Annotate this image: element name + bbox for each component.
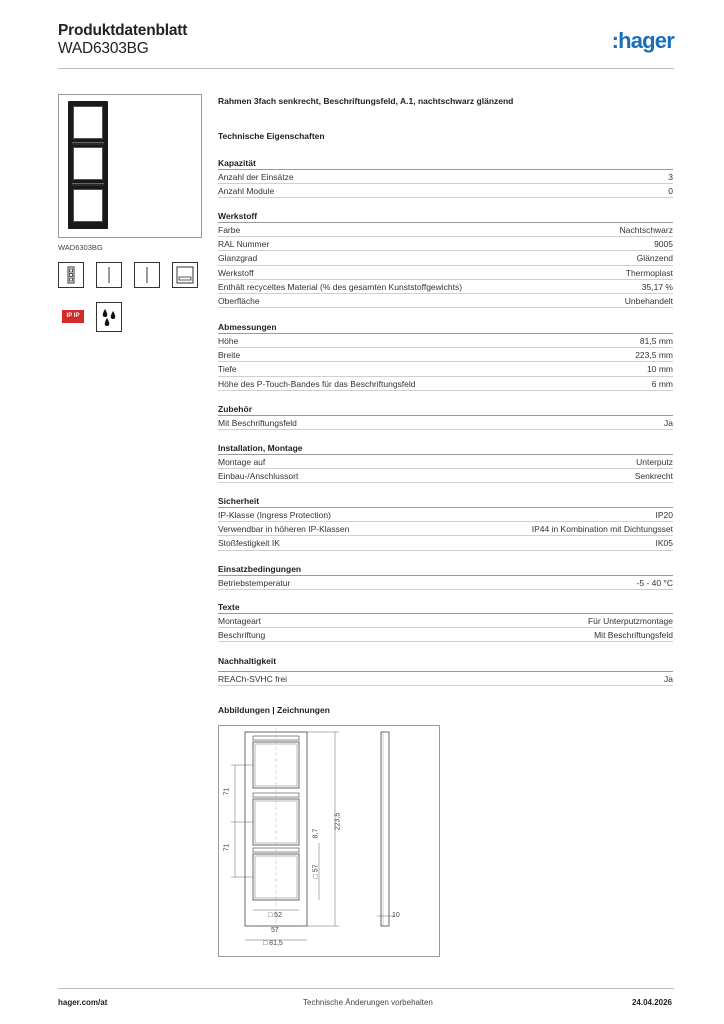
section-werkstoff	[218, 209, 673, 308]
dim-pitch-2: 71	[223, 843, 231, 852]
row-value: IP20	[655, 510, 673, 520]
section-title: Sicherheit	[218, 494, 673, 508]
image-caption: WAD6303BG	[58, 243, 103, 252]
header-divider	[58, 68, 674, 69]
table-row	[218, 334, 673, 348]
row-value: 223,5 mm	[635, 350, 673, 361]
row-key: Glanzgrad	[218, 253, 258, 264]
row-key: Montageart	[218, 616, 261, 626]
line-icon	[96, 262, 122, 288]
footer-website[interactable]: hager.com/at	[58, 998, 108, 1007]
table-row	[218, 455, 673, 469]
row-key: Beschriftung	[218, 630, 266, 641]
section-texte	[218, 600, 673, 642]
section-nachhaltigkeit	[218, 654, 673, 686]
page-header	[58, 20, 674, 70]
hager-logo: :hager	[611, 28, 674, 53]
row-value: Unbehandelt	[624, 295, 673, 306]
row-value: 3	[668, 172, 673, 182]
row-key: Höhe des P-Touch-Bandes für das Beschriftungsfeld	[218, 378, 416, 389]
section-title: Nachhaltigkeit	[218, 654, 673, 672]
dim-inner-width: □ 52	[268, 912, 282, 919]
ip-badge-icon: IP IP	[62, 310, 84, 323]
row-value: Mit Beschriftungsfeld	[594, 630, 673, 641]
table-row	[218, 469, 673, 483]
section-kapazitaet	[218, 156, 673, 198]
dim-depth: 10	[392, 912, 400, 919]
dim-pitch-1: 71	[223, 787, 231, 796]
row-value: Glänzend	[636, 253, 673, 264]
row-value: Unterputz	[636, 457, 673, 467]
section-installation	[218, 441, 673, 483]
dim-width-57: 57	[271, 927, 279, 934]
table-row	[218, 251, 673, 265]
label-bar-2	[72, 183, 104, 186]
footer-divider	[58, 988, 674, 989]
table-row	[218, 628, 673, 642]
section-zubehoer	[218, 402, 673, 430]
row-key: Anzahl Module	[218, 186, 275, 197]
table-row	[218, 170, 673, 184]
drawing-svg	[219, 726, 439, 956]
table-row	[218, 672, 673, 686]
row-value: -5 - 40 °C	[636, 578, 673, 588]
dim-label: 8,7	[312, 828, 320, 839]
row-value: IP44 in Kombination mit Dichtungsset	[531, 524, 673, 535]
table-row	[218, 237, 673, 251]
section-abmessungen	[218, 320, 673, 391]
section-title: Einsatzbedingungen	[218, 562, 673, 576]
section-einsatzbedingungen	[218, 562, 673, 590]
table-row	[218, 266, 673, 280]
row-key: Anzahl der Einsätze	[218, 172, 294, 182]
frame-cell-1	[73, 106, 103, 139]
row-key: Höhe	[218, 336, 239, 346]
row-value: 10 mm	[647, 364, 673, 375]
row-key: RAL Nummer	[218, 239, 270, 250]
footer-note: Technische Änderungen vorbehalten	[303, 998, 433, 1007]
table-row	[218, 280, 673, 294]
row-key: IP-Klasse (Ingress Protection)	[218, 510, 331, 520]
dim-inner-height: □ 57	[312, 864, 320, 879]
dim-width-815: □ 81,5	[263, 940, 283, 947]
label-field-icon	[172, 262, 198, 288]
row-key: Breite	[218, 350, 241, 361]
table-row	[218, 184, 673, 198]
row-value: 6 mm	[651, 378, 673, 389]
section-title: Werkstoff	[218, 209, 673, 223]
row-value: 35,17 %	[641, 281, 673, 292]
table-row	[218, 348, 673, 362]
frame-vertical-icon	[58, 262, 84, 288]
table-row	[218, 576, 673, 590]
table-row	[218, 223, 673, 237]
row-key: Einbau-/Anschlussort	[218, 471, 299, 482]
frame-cell-3	[73, 189, 103, 222]
table-row	[218, 294, 673, 308]
table-row	[218, 362, 673, 376]
row-value: IK05	[655, 538, 673, 549]
product-image	[58, 94, 202, 238]
section-title: Abmessungen	[218, 320, 673, 334]
table-row	[218, 536, 673, 550]
table-row	[218, 522, 673, 536]
row-value: 0	[668, 186, 673, 197]
article-number: WAD6303BG	[58, 40, 149, 57]
row-value: 81,5 mm	[639, 336, 673, 346]
table-row	[218, 377, 673, 391]
line-icon	[134, 262, 160, 288]
table-row	[218, 416, 673, 430]
section-sicherheit	[218, 494, 673, 551]
row-key: Tiefe	[218, 364, 237, 375]
row-value: Senkrecht	[634, 471, 673, 482]
row-key: REACh-SVHC frei	[218, 674, 287, 684]
row-key: Werkstoff	[218, 267, 254, 278]
row-key: Mit Beschriftungsfeld	[218, 418, 297, 428]
row-key: Farbe	[218, 225, 241, 235]
row-value: Für Unterputzmontage	[587, 616, 673, 626]
row-value: Thermoplast	[625, 267, 673, 278]
table-row	[218, 508, 673, 522]
frame-cell-2	[73, 147, 103, 180]
section-title: Zubehör	[218, 402, 673, 416]
drawings-title: Abbildungen | Zeichnungen	[218, 705, 330, 715]
water-drops-icon	[96, 302, 122, 332]
technical-drawing	[218, 725, 440, 957]
row-key: Oberfläche	[218, 295, 260, 306]
row-value: Nachtschwarz	[619, 225, 673, 235]
product-description: Rahmen 3fach senkrecht, Beschriftungsfeld, A.1, nachtschwarz glänzend	[218, 96, 514, 106]
row-key: Enthält recyceltes Material (% des gesamten Kunststoffgewichts)	[218, 281, 463, 292]
row-value: Ja	[664, 674, 673, 684]
footer-date: 24.04.2026	[631, 998, 672, 1007]
technical-properties-title: Technische Eigenschaften	[218, 131, 325, 141]
document-title: Produktdatenblatt	[58, 22, 188, 39]
table-row	[218, 614, 673, 628]
row-key: Betriebstemperatur	[218, 578, 291, 588]
dim-height: 223,5	[334, 812, 342, 831]
label-bar-1	[72, 142, 104, 145]
section-title: Installation, Montage	[218, 441, 673, 455]
section-title: Texte	[218, 600, 673, 614]
row-value: 9005	[654, 239, 673, 250]
row-key: Stoßfestigkeit IK	[218, 538, 280, 549]
frame-picture	[68, 101, 108, 229]
row-key: Verwendbar in höheren IP-Klassen	[218, 524, 350, 535]
row-value: Ja	[664, 418, 673, 428]
section-title: Kapazität	[218, 156, 673, 170]
row-key: Montage auf	[218, 457, 266, 467]
